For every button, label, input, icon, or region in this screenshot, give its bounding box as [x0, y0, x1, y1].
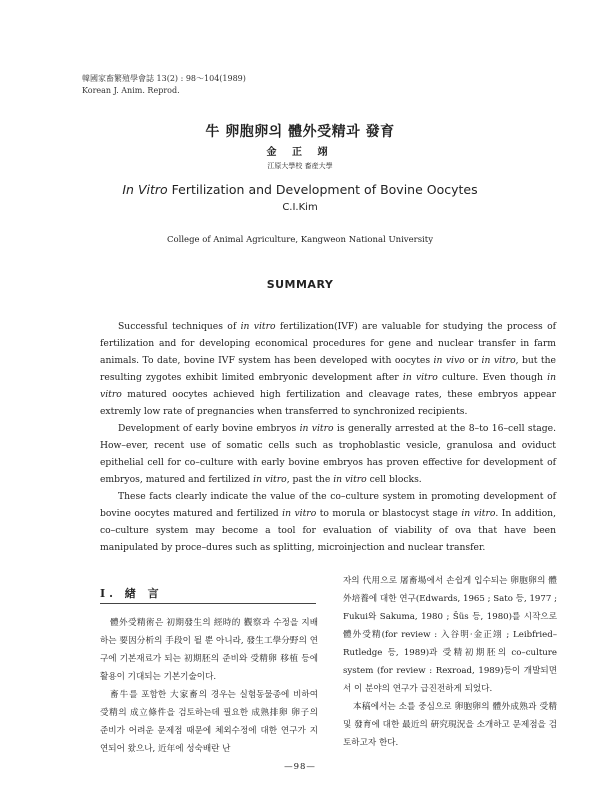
intro-paragraph: 자의 代用으로 屠畜場에서 손쉽게 입수되는 卵胞卵의 體外培養에 대한 연구(Edwards, 1965 ; Sato 등, 1977 ; Fukui와 Sakuma, 1980 ; Šüs 등, 1980)를 시작으로 體外受精(for review : 入谷明·金正翊 ; Leibfried–Rutledge 등, 1989)과 受精初期胚의 co–culture system (for review : Rexroad, 1989)등이 개발되면서 이 분야의 연구가 급진전하게 되었다.: [343, 576, 557, 694]
abstract-text: culture. Even though: [437, 372, 548, 383]
abstract-text: Successful techniques of: [118, 321, 241, 332]
abstract-text: . In addition, co–culture system may become a tool for evaluation of viability of ova that have been manipulated by proce–dures such as splitting, microinjection and nuclear transfer.: [100, 508, 556, 553]
abstract-text: , but the resulting zygotes exhibit limited embryonic development after: [100, 355, 556, 383]
abstract-text: These facts clearly indicate the value of the co–culture system in promoting development of bovine oocytes matured and fertilized: [100, 491, 556, 519]
section-heading: I. 緖 言: [100, 587, 163, 600]
intro-paragraph: 畜牛를 포함한 大家畜의 경우는 실험동물종에 비하여 受精의 成立條件을 검토하는데 필요한 成熟排卵 卵子의 준비가 어려운 문제점 때문에 체외수정에 대한 연구가 지연되어 왔으나, 近年에 성숙배란 난: [100, 690, 318, 754]
italic-term: in vitro: [461, 508, 496, 519]
abstract-text: cell blocks.: [366, 474, 422, 485]
author-english: C.I.Kim: [282, 202, 318, 213]
abstract-paragraph: [100, 318, 556, 420]
italic-term: in vitro: [481, 355, 516, 366]
page-number: —98—: [284, 762, 316, 772]
abstract-text: , past the: [286, 474, 334, 485]
italic-term: in vitro: [333, 474, 367, 485]
title-english-italic: In Vitro: [122, 182, 168, 197]
section-rule: [100, 603, 316, 604]
abstract-text: is generally arrested at the 8–to 16–cell stage. How–ever, recent use of somatic cells such as trophoblastic vesicle, granulosa and oviduct epithelial cell for co–culture with early bovine embryos has proven effective for development of embryos, matured and fertilized: [100, 423, 557, 485]
title-korean: 牛 卵胞卵의 體外受精과 發育: [205, 124, 395, 140]
journal-name-en: Korean J. Anim. Reprod.: [82, 86, 180, 95]
summary-heading: SUMMARY: [266, 278, 334, 291]
author-korean: 金 正 翊: [266, 147, 334, 158]
abstract-text: or: [464, 355, 482, 366]
institution-korean: 江原大學校 畜産大學: [267, 162, 333, 170]
intro-paragraph: 本稿에서는 소를 중심으로 卵胞卵의 體外成熟과 受精 및 發育에 대한 最近의 硏究現況을 소개하고 문제점을 검토하고자 한다.: [343, 702, 557, 748]
abstract-paragraph: [100, 420, 556, 488]
title-english-rest: Fertilization and Development of Bovine Oocytes: [167, 182, 478, 197]
abstract: [100, 318, 556, 556]
italic-term: in vitro: [299, 423, 334, 434]
abstract-paragraph: [100, 488, 556, 556]
institution-english: College of Animal Agriculture, Kangweon National University: [166, 235, 433, 245]
italic-term: in vitro: [240, 321, 276, 332]
abstract-text: Development of early bovine embryos: [118, 423, 300, 434]
italic-term: in vivo: [433, 355, 465, 366]
journal-reference: 韓國家畜繁殖學會誌 13(2) : 98～104(1989): [82, 74, 246, 83]
intro-right-column: [343, 572, 557, 752]
italic-term: in vitro: [282, 508, 317, 519]
italic-term: in vitro: [253, 474, 287, 485]
title-english: [0, 182, 600, 197]
intro-left-column: [100, 614, 318, 758]
abstract-text: to morula or blastocyst stage: [316, 508, 462, 519]
abstract-text: matured oocytes achieved high fertilization and cleavage rates, these embryos appear extremly low rate of pregnancies when transferred to synchronized recipients.: [100, 389, 556, 417]
intro-paragraph: 體外受精術은 初期發生의 經時的 觀察과 수정을 지배하는 要因分析의 手段이 될 뿐 아니라, 發生工學分野의 연구에 기본재료가 되는 初期胚의 준비와 受精卵 移植 등에 활용이 기대되는 기본기술이다.: [100, 618, 318, 682]
italic-term: in vitro: [402, 372, 438, 383]
abstract-text: fertilization(IVF) are valuable for studying the process of fertilization and for developing economical procedures for gene and nuclear transfer in farm animals. To date, bovine IVF system has been developed with oocytes: [100, 321, 556, 366]
italic-term: in vitro: [100, 372, 556, 400]
